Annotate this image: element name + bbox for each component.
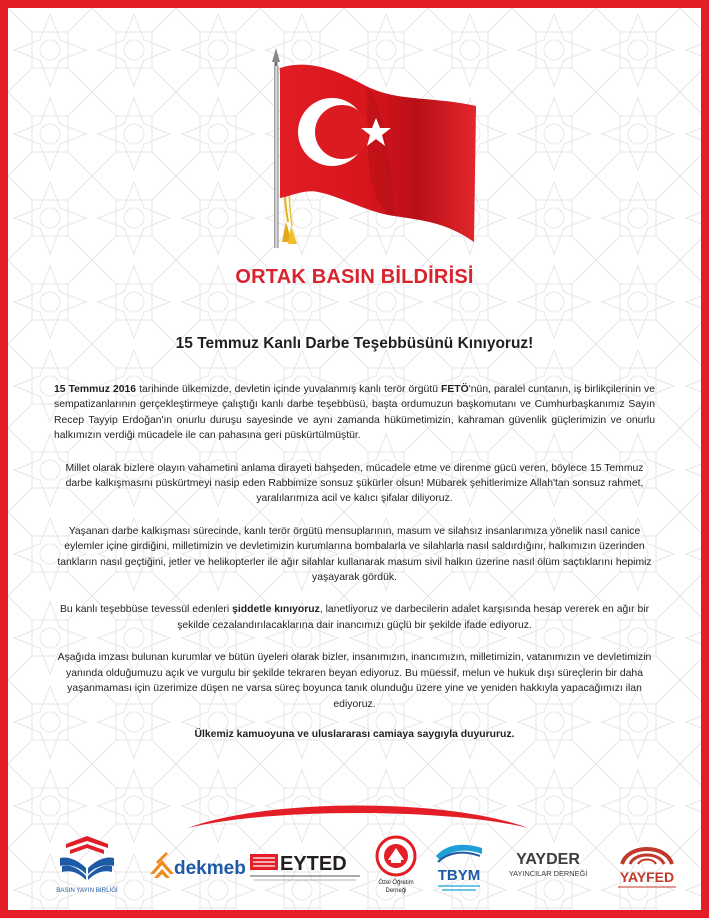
yayfed-logo — [608, 834, 686, 896]
ozel-ogretim-caption-2: Derneği — [385, 888, 407, 894]
paragraph-4-text-b: , lanetliyoruz ve darbecilerin adalet karşısında hesap vererek en ağır bir şekilde cezalandırılacaklarına dair inancımızı güçlü bir şekilde ifade ediyoruz. — [177, 604, 650, 631]
condemnation-emphasis: şiddetle kınıyoruz — [232, 604, 320, 616]
yayder-logo — [498, 834, 598, 896]
turkish-flag-illustration — [270, 46, 480, 274]
ozel-ogretim-dernegi-logo — [372, 834, 420, 896]
yayfed-wordmark: YAYFED — [619, 869, 675, 885]
paragraph-5: Aşağıda imzası bulunan kurumlar ve bütün üyeleri olarak bizler, insanımızın, inancımızın, milletimizin, vatanımızın ve devletimizin yanında olduğumuzu açık ve vurgulu bir şekilde tekraren beyan ediyoruz. Bu müessif, melun ve hukuk dışı süreçlerin bir daha yaşanmaması için üzerimize düşen ne varsa süreç boyunca tanık olunduğu üzere yine ve yeniden hakkıyla yapacağımızı ilan ediyoruz. — [57, 652, 652, 710]
paragraph-2: Millet olarak bizlere olayın vahametini anlama dirayeti bahşeden, mücadele etme ve direnme gücü veren, böylece 15 Temmuz darbe kalkışmasını püskürtmeyi nasip eden Rabbimize sonsuz şükürler olsun! Mübarek şehitlerimize Allah'tan sonsuz rahmet, yaralılarımıza acil ve kalıcı şifalar diliyoruz. — [65, 462, 644, 505]
eyted-logo — [248, 834, 364, 896]
statement-body — [54, 382, 655, 759]
ozel-ogretim-caption-1: Özel Öğretim — [378, 880, 414, 886]
eyted-wordmark: EYTED — [280, 853, 347, 875]
yayder-subtitle: YAYINCILAR DERNEĞİ — [508, 869, 588, 878]
page-title: ORTAK BASIN BİLDİRİSİ — [235, 266, 474, 288]
signatory-logos — [48, 834, 675, 896]
organization-emphasis: FETÖ — [441, 384, 469, 395]
tbym-wordmark: TBYM — [437, 867, 481, 884]
paragraph-4 — [54, 602, 655, 633]
page-subtitle: 15 Temmuz Kanlı Darbe Teşebbüsünü Kınıyoruz! — [175, 335, 534, 352]
paragraph-4-text-a: Bu kanlı teşebbüse tevessül edenleri — [59, 604, 233, 616]
yayder-wordmark: YAYDER — [516, 851, 580, 868]
decorative-red-arc — [188, 794, 528, 834]
dekmeb-logo — [146, 834, 246, 896]
paragraph-1-text-b: 'nün, paralel cuntanın, iş birlikçilerinin ve sempatizanlarının gerçekleştirmeye çalıştığı kanlı darbe teşebbüsü, başta ordumuzun başkomutanı ve Cumhurbaşkanımız Sayın Recep Tayyip Erdoğan'ın onurlu duruşu sayesinde ve aynı zamanda hükümetimizin, kahraman güvenlik güçlerimizin ve onurlu halkımızın verdiği mücadele ile can pahasına geri püskürtülmüştür. — [54, 384, 655, 442]
dekmeb-wordmark: dekmeb — [174, 858, 246, 879]
paragraph-3: Yaşanan darbe kalkışması sürecinde, kanlı terör örgütü mensuplarının, masum ve silahsız insanlarımıza yönelik nasıl canice eylemler içine girdiğini, milletimizin ve devletimizin kurumlarına bombalarla ve silahlarla nasıl saldırdığını, halkımızın üzerinden tankların nasıl geçtiğini, jetler ve helikopterler ile ağır silahlar kullanarak masum sivil halkın üzerine nasıl ölüm saçtıklarını hepimiz yaşayarak gördük. — [57, 525, 652, 584]
paragraph-1-text-a: tarihinde ülkemizde, devletin içinde yuvalanmış kanlı terör örgütü — [136, 384, 441, 395]
paragraph-1 — [54, 382, 655, 444]
basin-yayin-birligi-logo — [48, 834, 126, 896]
tbym-logo — [430, 834, 488, 896]
basin-yayin-caption: BASIN YAYIN BİRLİĞİ — [56, 887, 118, 894]
closing-statement: Ülkemiz kamuoyuna ve uluslararası camiaya saygıyla duyururuz. — [194, 728, 515, 740]
date-emphasis: 15 Temmuz 2016 — [54, 384, 137, 395]
